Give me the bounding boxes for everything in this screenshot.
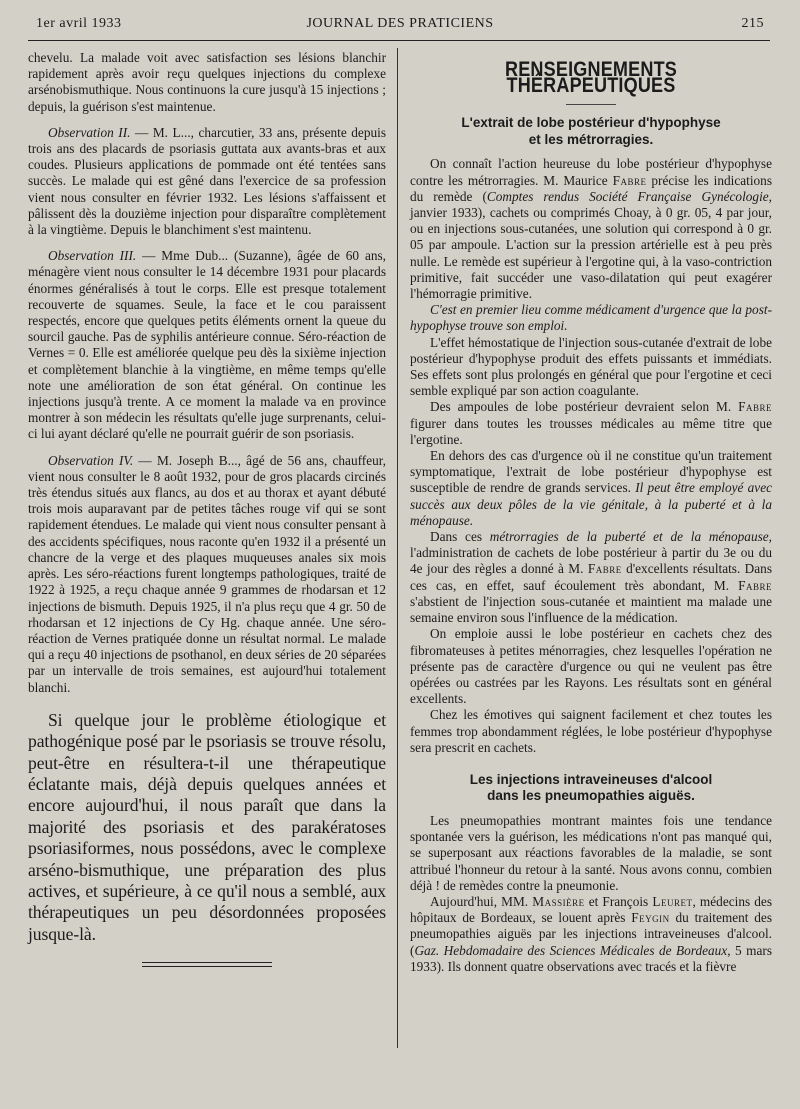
paragraph xyxy=(410,156,772,302)
text: d'excellents résultats. Dans ces cas, en effet, sauf écoulement très abondant, M. xyxy=(410,561,773,593)
text: figurer dans toutes les trousses médicales au même titre que l'ergotine. xyxy=(410,415,772,447)
page-header xyxy=(36,14,764,36)
author-name: Massière xyxy=(532,893,585,909)
paragraph: Les pneumopathies montrant maintes fois une tendance spontanée vers la guérison, les médications n'ont pas manqué qui, se superposant aux réactions favorables de la maladie, se sont attribué l'honneur du retour à la santé. Nous avons connu, combien déjà ! de remèdes contre la pneumonie. xyxy=(410,812,772,893)
emphasis: métrorragies de la puberté et de la ménopause, xyxy=(489,529,772,545)
issue-date: 1er avril 1933 xyxy=(36,16,122,31)
title-line: dans les pneumopathies aiguës. xyxy=(487,788,695,804)
emphasis: Il peut être employé avec succès aux deux pôles de la vie génitale, à la puberté et à la ménopause. xyxy=(410,480,772,528)
observation-label: Observation II. xyxy=(48,124,131,140)
article-title-hypophyse xyxy=(410,115,772,148)
text: du traitement des pneumopathies aiguës par les injections intraveineuses d'alcool. ( xyxy=(410,910,772,958)
journal-title: JOURNAL DES PRATICIENS xyxy=(306,16,494,31)
observation-2 xyxy=(28,125,386,238)
text: 5 mars 1933). Ils donnent quatre observations avec tracés et la fièvre xyxy=(410,942,772,974)
article-title-alcool xyxy=(410,772,772,805)
paragraph xyxy=(410,894,772,975)
reference: Gaz. Hebdomadaire des Sciences Médicales de Bordeaux, xyxy=(414,942,731,958)
observation-4 xyxy=(28,453,386,696)
observation-3 xyxy=(28,248,386,442)
author-name: Leuret xyxy=(652,893,693,909)
text: et François xyxy=(584,893,653,909)
header-rule xyxy=(28,40,770,41)
paragraph: chevelu. La malade voit avec satisfaction ses lésions blanchir rapidement après avoir reçu quelques injections du complexe arsénobismuthique. Nous continuons la cure jusqu'à 15 injections ; depuis, la guérison s'est maintenue. xyxy=(28,50,386,114)
text: l'administration de cachets de lobe postérieur à partir du 3e ou du 4e jour des règles a donné à M. xyxy=(410,545,772,577)
author-name: Fabre xyxy=(587,561,622,577)
author-name: Fabre xyxy=(738,399,772,415)
paragraph xyxy=(410,448,772,529)
column-divider xyxy=(397,48,398,1048)
author-name: Fabre xyxy=(612,172,647,188)
observation-label: Observation IV. xyxy=(48,452,134,468)
observation-text: — Mme Dub... (Suzanne), âgée de 60 ans, ménagère vient nous consulter le 14 décembre 1931 pour placards énormes généralisés à tout le corps. Elle est presque totalement recouverte de squames. Seule, la face et le cou paraissent respectés, encore que quelques petits éléments ornent la queue du sourcil gauche. Pas de syphilis antérieure connue. Séro-réaction de Vernes = 0. Elle est améliorée quelque peu dès la sixième injection et complètement blanchie à la vingtième, en même temps qu'elle note une amélioration de son état général. On continue les injections jusqu'à trente. A ce moment la malade va en province montrer à son médecin les résultats qu'elle juge surprenants, celui-ci lui ayant déclaré qu'elle ne pourrait guérir de son psoriasis. xyxy=(28,248,386,442)
title-rule xyxy=(566,104,616,105)
end-separator xyxy=(142,962,272,967)
text: s'abstient de l'injection sous-cutanée et maintient ma malade une semaine environ sous l'influence de la médication. xyxy=(410,593,772,626)
paragraph xyxy=(410,529,772,626)
page-number: 215 xyxy=(741,16,764,31)
section-title: RENSEIGNEMENTS THÉRAPEUTIQUES xyxy=(505,58,677,98)
observation-text: — M. L..., charcutier, 33 ans, présente depuis trois ans des placards de psoriasis guttata aux avants-bras et aux coudes. Plusieurs applications de pommade ont été tentées sans succès. Le malade qui est gêné dans l'exercice de sa profession vient nous consulter en février 1932. Les lésions s'affaissent et pâlissent dès la douzième injection pour disparaître complètement à la vingtième. Depuis le blanchiment s'est maintenu. xyxy=(28,124,386,238)
text: Dans ces xyxy=(430,529,490,545)
text: , médecins des hôpitaux de Bordeaux, se louent après xyxy=(410,893,772,926)
observation-label: Observation III. xyxy=(48,248,137,264)
right-column xyxy=(410,50,772,975)
text: Des ampoules de lobe postérieur devraient selon M. xyxy=(430,399,739,415)
author-name: Fabre xyxy=(738,577,772,593)
paragraph: On emploie aussi le lobe postérieur en cachets chez des fibromateuses à petites ménorragies, chez lesquelles l'opération ne présente pas de caractère d'urgence ou qui ne veulent pas être opérées ou castrées par les Rayons. Les résultats sont en général excellents. xyxy=(410,626,772,707)
title-line: L'extrait de lobe postérieur d'hypophyse xyxy=(461,115,721,131)
left-column xyxy=(28,50,386,970)
paragraph: L'effet hémostatique de l'injection sous-cutanée d'extrait de lobe postérieur d'hypophyse produit des effets puissants et immédiats. Ses effets sont plus prolongés en général que pour l'ergotine et ceci semble expliqué par son action coagulante. xyxy=(410,334,772,399)
text: précise les indications du remède ( xyxy=(410,172,772,204)
conclusion-paragraph: Si quelque jour le problème étiologique et pathogénique posé par le psoriasis se trouve résolu, peut-être en résultera-t-il une thérapeutique éclatante mais, déjà depuis quelques années et encore aujourd'hui, il nous paraît que dans la majorité des psoriasis et des parakératoses psoriasiformes, nous possédons, avec le complexe arséno-bismuthique, une préparation des plus actives, et supérieure, à ce qu'il nous a semblé, aux thérapeutiques un peu désordonnées proposées jusque-là. xyxy=(28,709,386,944)
paragraph: C'est en premier lieu comme médicament d'urgence que la post-hypophyse trouve son emploi. xyxy=(410,302,772,334)
author-name: Feygin xyxy=(631,910,670,926)
text: On connaît l'action heureuse du lobe postérieur d'hypophyse contre les métrorragies. M. Maurice xyxy=(410,156,772,188)
text: Aujourd'hui, MM. xyxy=(430,893,533,909)
text: En dehors des cas d'urgence où il ne constitue qu'un traitement symptomatique, l'extrait de lobe postérieur d'hypophyse est susceptible de rendre de grands services. xyxy=(410,448,772,496)
reference: Comptes rendus Société Française Gynécologie, xyxy=(486,188,772,204)
observation-text: — M. Joseph B..., âgé de 56 ans, chauffeur, vient nous consulter le 8 août 1932, pour de gros placards circinés très étendus situés aux flancs, au dos et au thorax et ayant débuté trois mois auparavant par de petites tâches rouge vif qui se sont rapidement étendues. Le malade qui vient nous consulter pensant à des accidents spécifiques, nous raconte qu'en 1932 il a présenté un chancre de la verge et des plaques muqueuses anales six mois après. Les séro-réactions furent longtemps pathologiques, traité de 1922 à 1925, a reçu chaque année 9 grammes de rhodarsan et 12 injections de bismuth. Depuis 1925, il n'a plus reçu que 4 gr. 50 de rhodarsan et 12 injections de Cy Hg. chaque année. Une séro-réaction de Vernes pratiquée donne un résultat normal. Le malade qui a reçu 40 injections de psothanol, en deux séries de 20 séparées par un intervalle de trois semaines, est aujourd'hui totalement blanchi. xyxy=(28,452,386,695)
paragraph: Chez les émotives qui saignent facilement et chez toutes les femmes trop abondamment réglées, le lobe postérieur d'hypophyse sera prescrit en cachets. xyxy=(410,707,772,755)
paragraph xyxy=(410,399,772,448)
title-line: et les métrorragies. xyxy=(528,131,654,147)
title-line: Les injections intraveineuses d'alcool xyxy=(469,771,713,787)
text: janvier 1933), cachets ou comprimés Choay, à 0 gr. 05, 4 par jour, ou en injections sous-cutanées, une solution qui correspond à 0 gr. 05 par ampoule. L'action sur la pression artérielle est à peu près nulle. Le remède est supérieur à l'ergotine qui, à la vaso-contriction primitive, fait succéder une vaso-dilatation qui peut exagérer l'hémorragie primitive. xyxy=(410,205,772,302)
